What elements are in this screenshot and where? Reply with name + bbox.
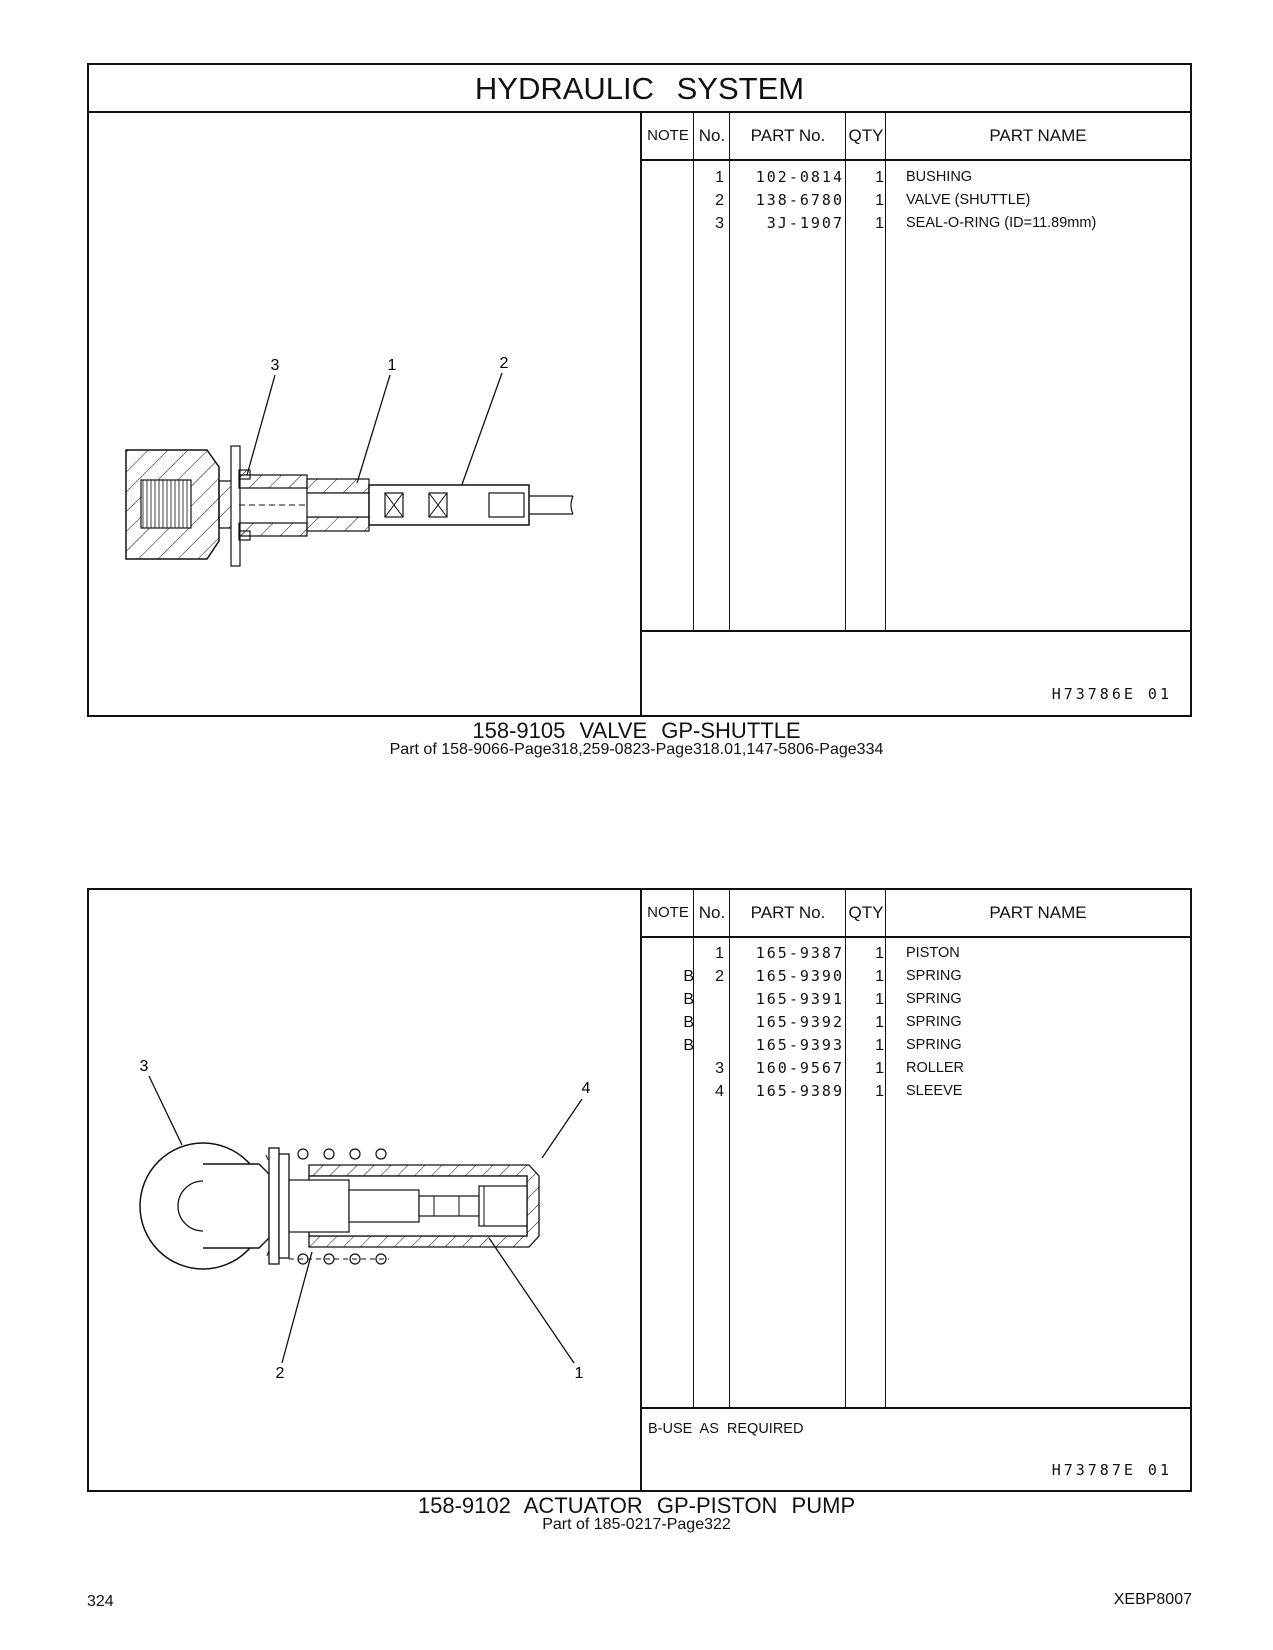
table-row [642,988,1190,1011]
row-part-name: VALVE (SHUTTLE) [906,192,1031,208]
row-note: B [683,968,694,985]
actuator-drawing [89,890,640,1490]
callout-2: 2 [275,1365,285,1382]
row-no: 1 [715,945,724,962]
row-part-name: ROLLER [906,1060,965,1076]
table-row [642,1011,1190,1034]
row-part-name: SPRING [906,1037,962,1053]
header-qty: QTY [848,126,884,145]
row-qty: 1 [875,968,884,985]
row-part-name: SEAL-O-RING (ID=11.89mm) [906,215,1097,231]
header-note: NOTE [647,127,689,144]
row-qty: 1 [875,945,884,962]
header-part-name: PART NAME [989,903,1087,922]
row-qty: 1 [875,1037,884,1054]
row-part-name: SPRING [906,1014,962,1030]
row-part-no: 165-9389 [755,1082,844,1100]
parts-panel-valve-shuttle [87,63,1192,717]
row-qty: 1 [875,1060,884,1077]
row-note: B [683,991,694,1008]
row-part-name: SPRING [906,991,962,1007]
row-qty: 1 [875,192,884,209]
parts-table-2 [640,890,1190,1490]
row-qty: 1 [875,215,884,232]
row-part-no: 165-9392 [755,1013,844,1031]
row-part-no: 138-6780 [755,191,844,209]
row-part-no: 3J-1907 [766,214,844,232]
table-row [642,965,1190,988]
group-title-1: 158-9105 VALVE GP-SHUTTLE [472,718,801,743]
header-part-no: PART No. [750,903,826,922]
note-legend: B-USE AS REQUIRED [648,1421,804,1437]
drawing-ref-code: H73786E 01 [1051,685,1172,703]
group-subtitle-1: Part of 158-9066-Page318,259-0823-Page318.01,147-5806-Page334 [389,741,884,758]
table-row [642,189,1190,212]
callout-1: 1 [387,357,397,374]
valve-shuttle-illustration [89,113,640,715]
callout-4: 4 [581,1080,591,1097]
row-qty: 1 [875,169,884,186]
table-row [642,166,1190,189]
header-no: No. [698,903,726,922]
row-no: 2 [715,192,724,209]
table-row [642,942,1190,965]
row-note: B [683,1014,694,1031]
callout-1: 1 [574,1365,584,1382]
table-row [642,212,1190,235]
parts-table-1 [640,113,1190,715]
header-part-no: PART No. [750,126,826,145]
table-row [642,1080,1190,1103]
row-part-no: 165-9390 [755,967,844,985]
row-qty: 1 [875,1014,884,1031]
header-no: No. [698,126,726,145]
table-row [642,1034,1190,1057]
header-part-name: PART NAME [989,126,1087,145]
section-title: HYDRAULIC SYSTEM [89,65,1190,113]
row-qty: 1 [875,1083,884,1100]
row-note: B [683,1037,694,1054]
row-part-no: 160-9567 [755,1059,844,1077]
row-part-no: 165-9391 [755,990,844,1008]
table-footer-divider [642,630,1190,632]
drawing-ref-code: H73787E 01 [1051,1461,1172,1479]
group-subtitle-2: Part of 185-0217-Page322 [542,1516,731,1533]
table-footer-divider [642,1407,1190,1409]
row-part-name: BUSHING [906,169,973,185]
row-part-no: 102-0814 [755,168,844,186]
table-header [642,113,1190,161]
row-no: 4 [715,1083,724,1100]
header-qty: QTY [848,903,884,922]
valve-shuttle-drawing [89,113,640,715]
callout-2: 2 [499,355,509,372]
row-no: 1 [715,169,724,186]
row-part-name: PISTON [906,945,960,961]
row-part-no: 165-9387 [755,944,844,962]
row-no: 2 [715,968,724,985]
callout-3: 3 [270,357,280,374]
document-id: XEBP8007 [1113,1591,1192,1608]
row-qty: 1 [875,991,884,1008]
actuator-illustration [89,890,640,1490]
table-row [642,1057,1190,1080]
callout-3: 3 [139,1058,149,1075]
row-no: 3 [715,215,724,232]
row-part-no: 165-9393 [755,1036,844,1054]
page-number: 324 [87,1593,114,1610]
row-part-name: SLEEVE [906,1083,963,1099]
table-header [642,890,1190,938]
parts-panel-actuator [87,888,1192,1492]
group-title-2: 158-9102 ACTUATOR GP-PISTON PUMP [417,1493,856,1518]
row-part-name: SPRING [906,968,962,984]
header-note: NOTE [647,904,689,921]
row-no: 3 [715,1060,724,1077]
